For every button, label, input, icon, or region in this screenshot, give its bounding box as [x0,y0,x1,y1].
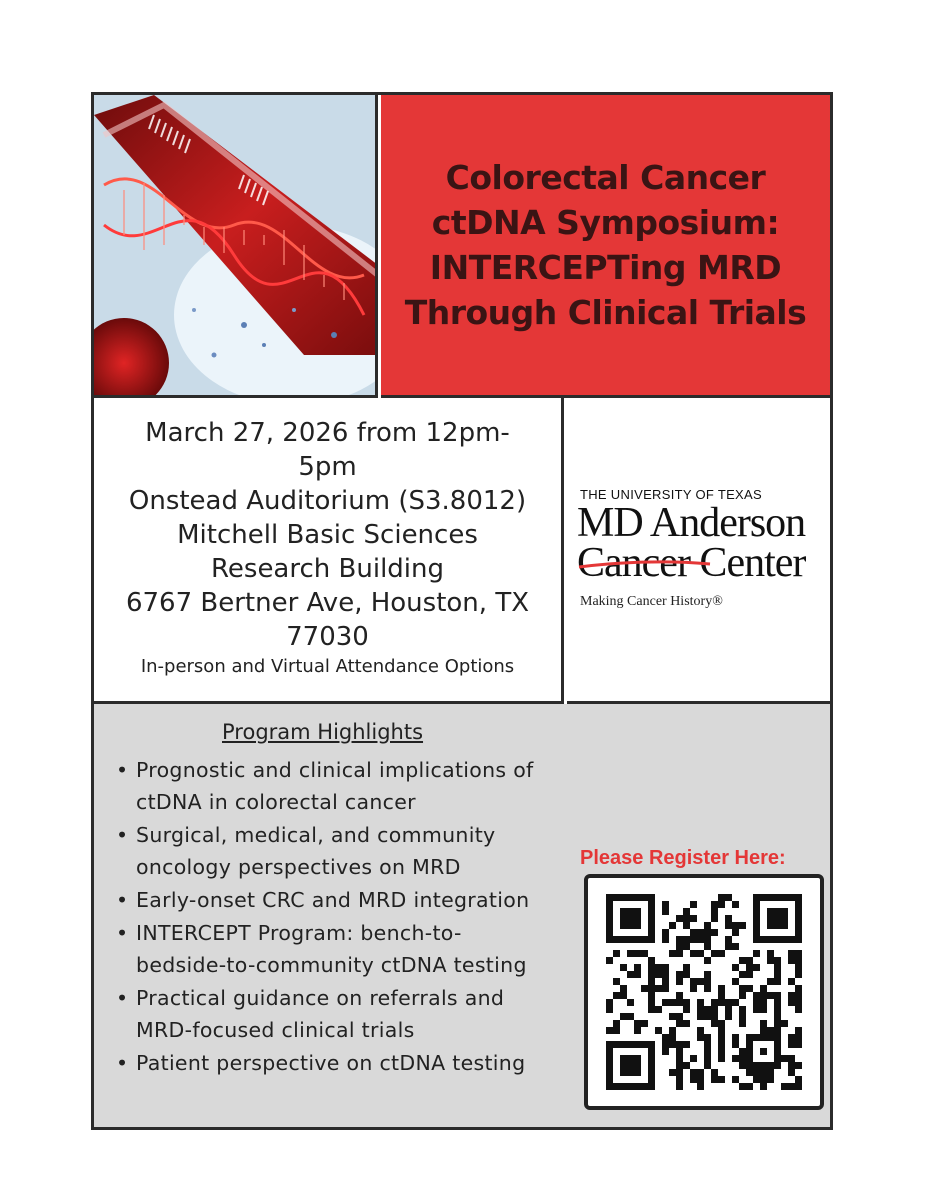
list-item: • Patient perspective on ctDNA testing [116,1051,526,1075]
logo-name-line2: Cancer Center [577,540,806,586]
list-item: • Practical guidance on referrals and MRD-focused clinical trials [116,986,505,1042]
title-line: INTERCEPTing MRD [429,248,782,287]
list-item: • Early-onset CRC and MRD integration [116,888,530,912]
program-list [114,754,594,1080]
register-label: Please Register Here: [580,847,786,869]
attendance-options: In-person and Virtual Attendance Options [140,656,515,677]
flyer-frame [91,92,833,1130]
qr-code-icon[interactable] [606,894,802,1090]
list-item: • Prognostic and clinical implications of ctDNA in colorectal cancer [116,758,534,814]
registration-qr-link[interactable] [584,874,824,1110]
event-title [405,155,807,335]
event-details-panel [94,398,564,704]
dna-test-tube-image [94,95,378,398]
title-line: Through Clinical Trials [404,293,807,332]
event-zip: 77030 [286,622,369,652]
title-line: ctDNA Symposium: [431,203,780,242]
list-item: • INTERCEPT Program: bench-to- bedside-to-community ctDNA testing [116,921,527,977]
logo-name-line1: MD Anderson [577,500,806,546]
event-venue: Onstead Auditorium (S3.8012) [128,486,527,516]
logo-strike-icon [577,558,712,572]
event-date-time: March 27, 2026 from 12pm- [145,418,510,448]
event-building-cont: Research Building [211,554,444,584]
logo-tagline: Making Cancer History® [580,594,723,609]
event-address: 6767 Bertner Ave, Houston, TX [125,588,530,618]
program-panel [94,704,830,1127]
list-item: • Surgical, medical, and community oncology perspectives on MRD [116,823,496,879]
program-heading: Program Highlights [222,720,424,744]
logo-university: THE UNIVERSITY OF TEXAS [580,487,762,502]
md-anderson-logo [567,398,830,704]
title-panel [381,95,830,398]
title-line: Colorectal Cancer [445,158,766,197]
event-building: Mitchell Basic Sciences [177,520,478,550]
event-date-time-cont: 5pm [298,452,357,482]
